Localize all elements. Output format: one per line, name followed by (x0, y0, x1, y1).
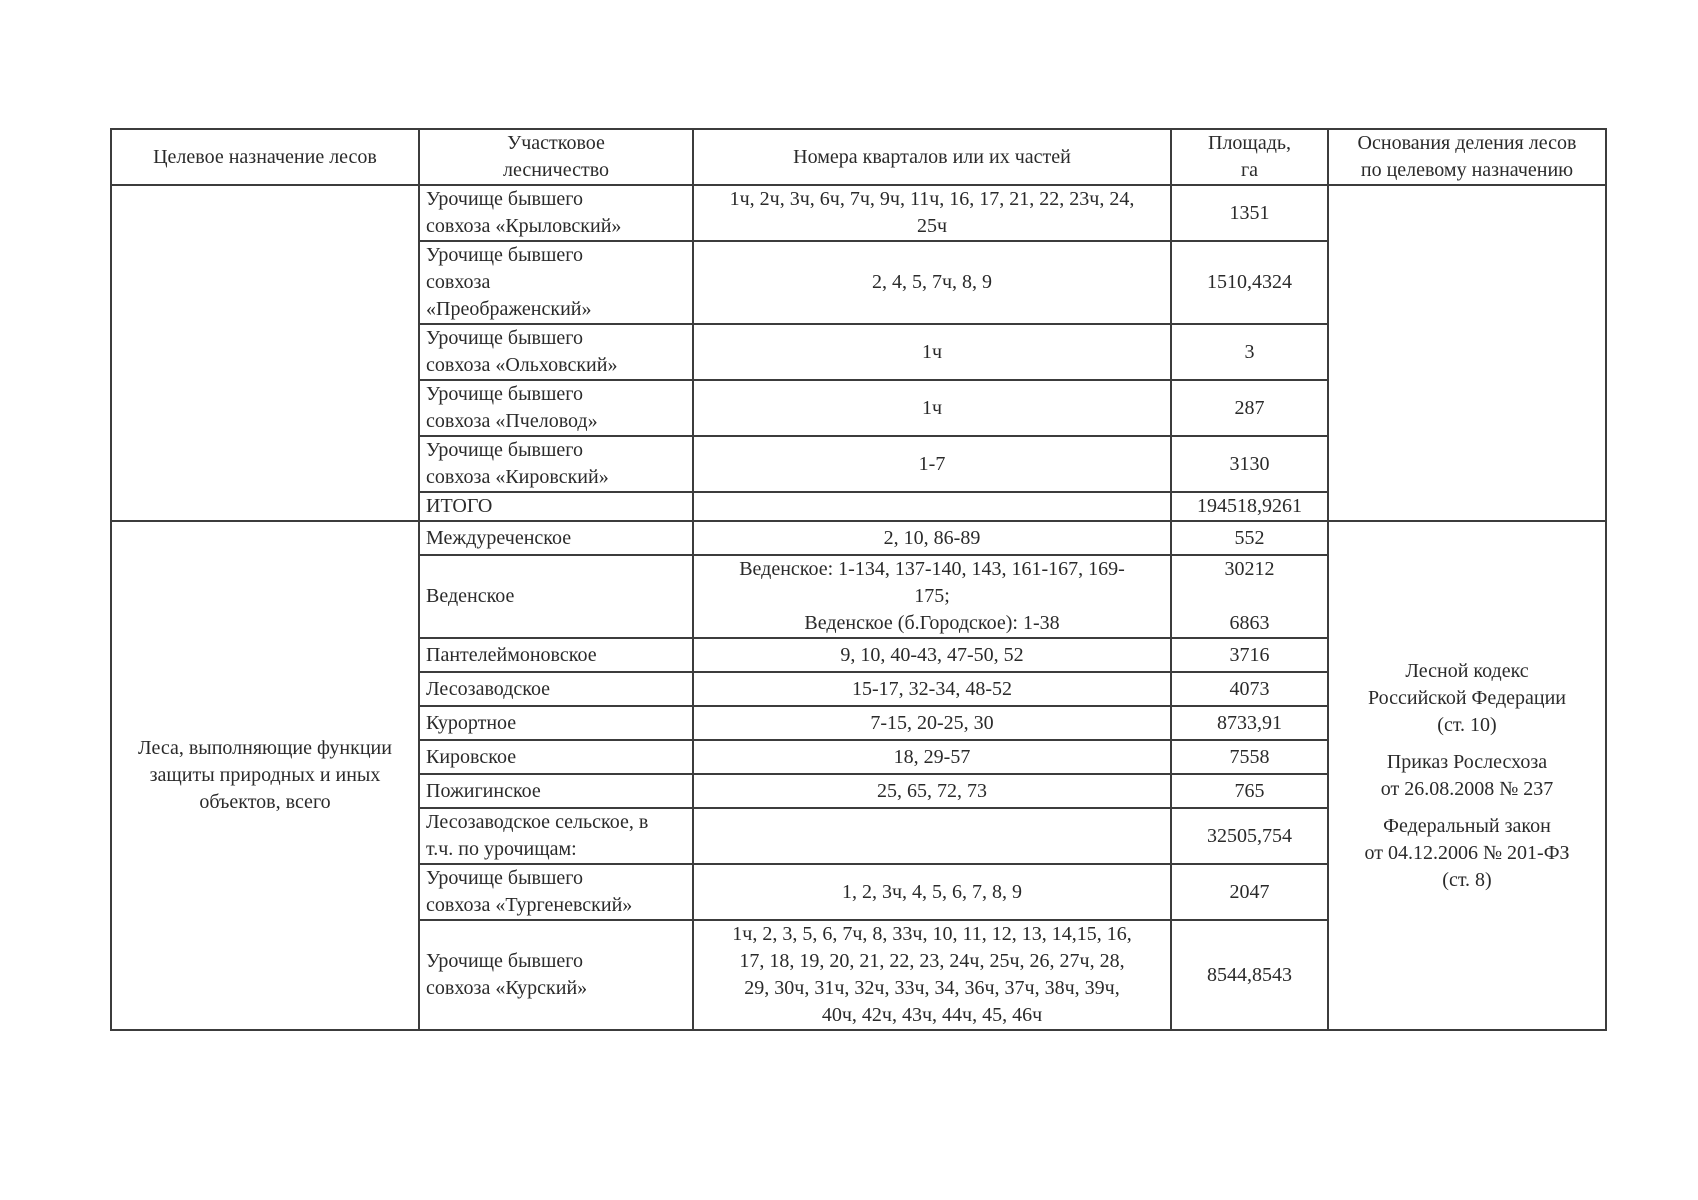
basis-cell-empty (1328, 185, 1606, 521)
area-cell (1171, 864, 1328, 920)
quarters-line: 29, 30ч, 31ч, 32ч, 33ч, 34, 36ч, 37ч, 38ч, 39ч, (744, 977, 1120, 999)
district-line: Лесозаводское сельское, в (426, 811, 649, 833)
header-district (419, 129, 693, 185)
area-line: 32505,754 (1207, 824, 1292, 847)
area-cell: 287 (1171, 380, 1328, 436)
district-cell (419, 638, 693, 672)
area-line: 8544,8543 (1207, 963, 1292, 986)
header-basis-line: по целевому назначению (1360, 159, 1574, 181)
quarters-line: Веденское (б.Городское): 1-38 (804, 612, 1060, 634)
district-line: Веденское (426, 585, 515, 607)
area-cell (1171, 740, 1328, 774)
quarters-line: 1, 2, 3ч, 4, 5, 6, 7, 8, 9 (841, 880, 1023, 903)
area-line: 4073 (1229, 677, 1270, 700)
total-label: ИТОГО (419, 492, 693, 521)
district-line: совхоза «Ольховский» (426, 354, 618, 376)
area-line: 7558 (1229, 745, 1270, 768)
basis-line: (ст. 8) (1442, 868, 1492, 891)
header-basis-line: Основания деления лесов (1357, 132, 1577, 154)
quarters-line: 1ч (921, 396, 943, 419)
quarters-cell (693, 638, 1171, 672)
table-body (111, 185, 1606, 1030)
header-district-line: Участковое (507, 132, 605, 154)
district-cell (419, 521, 693, 555)
district-line: Урочище бывшего (426, 188, 583, 210)
area-cell (1171, 555, 1328, 638)
basis-cell (1328, 521, 1606, 1030)
area-line: 2047 (1229, 880, 1270, 903)
purpose-line: Леса, выполняющие функции (138, 737, 392, 759)
area-cell: 3130 (1171, 436, 1328, 492)
header-purpose: Целевое назначение лесов (111, 129, 419, 185)
district-line: Пантелеймоновское (426, 643, 597, 666)
quarters-line: 1ч, 2ч, 3ч, 6ч, 7ч, 9ч, 11ч, 16, 17, 21, 22, 23ч, 24, (729, 188, 1135, 210)
area-line: 6863 (1229, 612, 1270, 634)
quarters-line: 9, 10, 40-43, 47-50, 52 (840, 643, 1024, 666)
quarters-cell (693, 774, 1171, 808)
district-cell (419, 740, 693, 774)
quarters-line: 2, 4, 5, 7ч, 8, 9 (871, 271, 993, 293)
purpose-line: защиты природных и иных (149, 764, 381, 786)
table-row (111, 185, 1606, 241)
quarters-line: 40ч, 42ч, 43ч, 44ч, 45, 46ч (821, 1004, 1043, 1026)
quarters-cell (693, 920, 1171, 1030)
forest-purpose-table (110, 128, 1607, 1031)
quarters-line: 7-15, 20-25, 30 (870, 711, 994, 734)
district-line: Урочище бывшего (426, 327, 583, 349)
district-line: Урочище бывшего (426, 439, 583, 461)
area-line: 3716 (1229, 643, 1270, 666)
area-cell (1171, 672, 1328, 706)
basis-line: от 26.08.2008 № 237 (1380, 777, 1554, 800)
quarters-line (700, 823, 1164, 850)
quarters-line: 1ч, 2, 3, 5, 6, 7ч, 8, 33ч, 10, 11, 12, 13, 14,15, 16, (732, 923, 1132, 945)
area-cell (1171, 706, 1328, 740)
area-cell (1171, 774, 1328, 808)
district-line: совхоза «Кировский» (426, 466, 609, 488)
district-cell (419, 774, 693, 808)
header-area (1171, 129, 1328, 185)
header-quarters: Номера кварталов или их частей (693, 129, 1171, 185)
basis-group (1335, 658, 1599, 739)
area-cell (1171, 521, 1328, 555)
total-area: 194518,9261 (1171, 492, 1328, 521)
quarters-cell (693, 185, 1171, 241)
basis-line: Лесной кодекс (1405, 659, 1529, 682)
header-basis (1328, 129, 1606, 185)
quarters-line: 1ч (921, 340, 943, 363)
total-quarters-empty (693, 492, 1171, 521)
purpose-cell-empty (111, 185, 419, 521)
header-area-line: га (1240, 159, 1259, 181)
area-cell (1171, 808, 1328, 864)
district-line: совхоза «Крыловский» (426, 215, 622, 237)
quarters-cell (693, 706, 1171, 740)
district-cell (419, 920, 693, 1030)
area-cell: 1351 (1171, 185, 1328, 241)
district-line: Урочище бывшего (426, 383, 583, 405)
district-line: Курортное (426, 711, 517, 734)
quarters-cell (693, 436, 1171, 492)
area-line (1178, 583, 1321, 610)
district-line: совхоза (426, 271, 491, 293)
district-cell (419, 324, 693, 380)
district-line: Пожигинское (426, 779, 541, 802)
district-line: совхоза «Тургеневский» (426, 894, 633, 916)
district-line: Кировское (426, 745, 517, 768)
quarters-line: 25ч (916, 215, 948, 237)
quarters-line: 2, 10, 86-89 (883, 526, 981, 549)
district-cell (419, 864, 693, 920)
area-line: 765 (1234, 779, 1265, 802)
district-line: «Преображенский» (426, 298, 592, 320)
quarters-cell (693, 324, 1171, 380)
quarters-cell (693, 521, 1171, 555)
area-cell: 3 (1171, 324, 1328, 380)
district-cell (419, 808, 693, 864)
district-line: т.ч. по урочищам: (426, 838, 577, 860)
quarters-line: 1-7 (918, 452, 946, 475)
area-cell: 1510,4324 (1171, 241, 1328, 324)
area-line: 552 (1234, 526, 1265, 549)
basis-group (1335, 749, 1599, 803)
area-line: 30212 (1224, 558, 1275, 580)
area-cell (1171, 638, 1328, 672)
district-cell (419, 380, 693, 436)
quarters-cell (693, 740, 1171, 774)
quarters-cell (693, 555, 1171, 638)
purpose-cell (111, 521, 419, 1030)
quarters-cell (693, 808, 1171, 864)
quarters-line: 18, 29-57 (893, 745, 971, 768)
quarters-cell (693, 380, 1171, 436)
district-cell (419, 436, 693, 492)
table-row (111, 521, 1606, 555)
district-cell (419, 185, 693, 241)
district-line: совхоза «Пчеловод» (426, 410, 598, 432)
basis-line: Федеральный закон (1383, 814, 1551, 837)
purpose-line: объектов, всего (199, 791, 331, 813)
quarters-cell (693, 672, 1171, 706)
quarters-line: 25, 65, 72, 73 (877, 779, 987, 802)
quarters-cell (693, 241, 1171, 324)
quarters-line: 17, 18, 19, 20, 21, 22, 23, 24ч, 25ч, 26, 27ч, 28, (739, 950, 1125, 972)
basis-line: Российской Федерации (1367, 686, 1567, 709)
district-line: Междуреченское (426, 526, 572, 549)
district-line: Урочище бывшего (426, 950, 583, 972)
district-line: Лесозаводское (426, 677, 551, 700)
district-line: Урочище бывшего (426, 867, 583, 889)
district-line: совхоза «Курский» (426, 977, 588, 999)
header-district-line: лесничество (503, 159, 609, 181)
district-cell (419, 555, 693, 638)
district-cell (419, 241, 693, 324)
header-area-line: Площадь, (1208, 132, 1291, 154)
district-cell (419, 672, 693, 706)
basis-line: Приказ Рослесхоза (1386, 750, 1548, 773)
basis-line: (ст. 10) (1437, 713, 1497, 736)
area-cell (1171, 920, 1328, 1030)
quarters-line: Веденское: 1-134, 137-140, 143, 161-167, 169- (739, 558, 1125, 580)
quarters-line: 15-17, 32-34, 48-52 (852, 677, 1012, 700)
area-line: 8733,91 (1217, 711, 1282, 734)
quarters-cell (693, 864, 1171, 920)
basis-line: от 04.12.2006 № 201-ФЗ (1364, 841, 1570, 864)
district-line: Урочище бывшего (426, 244, 583, 266)
quarters-line: 175; (914, 585, 950, 607)
district-cell (419, 706, 693, 740)
table-header-row (111, 129, 1606, 185)
basis-group (1335, 813, 1599, 894)
